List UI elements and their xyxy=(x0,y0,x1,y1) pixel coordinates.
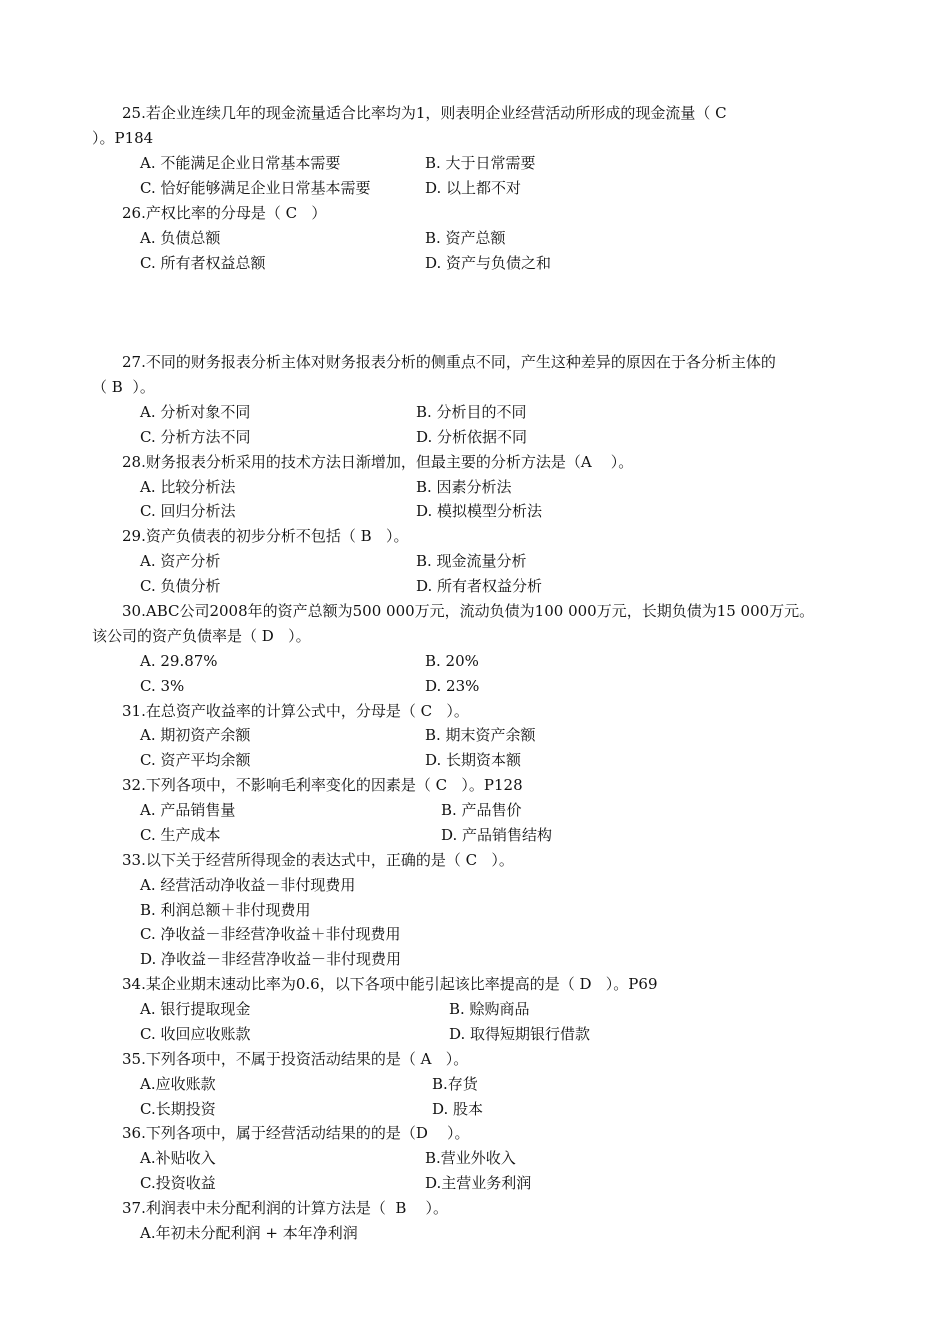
question-28-option-b: B. 因素分析法 xyxy=(416,478,512,496)
question-29-option-d: D. 所有者权益分析 xyxy=(416,577,543,595)
question-35-option-a: A.应收账款 xyxy=(140,1075,216,1093)
question-36-option-b: B.营业外收入 xyxy=(425,1149,516,1167)
question-25-option-c: C. 恰好能够满足企业日常基本需要 xyxy=(140,179,371,197)
question-37-option-a: A.年初未分配利润 + 本年净利润 xyxy=(140,1224,358,1242)
question-33-option-b: B. 利润总额＋非付现费用 xyxy=(140,901,311,919)
question-27-option-c: C. 分析方法不同 xyxy=(140,428,251,446)
question-26-option-d: D. 资产与负债之和 xyxy=(425,254,552,272)
question-27-option-b: B. 分析目的不同 xyxy=(416,403,527,421)
question-30-stem: 30.ABC公司2008年的资产总额为500 000万元，流动负债为100 000万元，长期负债为15 000万元。 xyxy=(122,602,815,620)
question-33-stem: 33.以下关于经营所得现金的表达式中，正确的是（ C ）。 xyxy=(122,851,514,869)
question-29-option-b: B. 现金流量分析 xyxy=(416,552,527,570)
question-31-option-d: D. 长期资本额 xyxy=(425,751,522,769)
question-35-stem: 35.下列各项中，不属于投资活动结果的是（ A ）。 xyxy=(122,1050,469,1068)
question-29-stem: 29.资产负债表的初步分析不包括（ B ）。 xyxy=(122,527,409,545)
question-28-option-c: C. 回归分析法 xyxy=(140,502,236,520)
question-37-stem: 37.利润表中未分配利润的计算方法是（ B ）。 xyxy=(122,1199,448,1217)
question-30-option-d: D. 23% xyxy=(425,677,480,695)
question-27-stem-cont: （ B ）。 xyxy=(92,378,155,396)
question-32-option-d: D. 产品销售结构 xyxy=(441,826,553,844)
question-32-option-a: A. 产品销售量 xyxy=(140,801,236,819)
question-35-option-c: C.长期投资 xyxy=(140,1100,216,1118)
question-26-option-c: C. 所有者权益总额 xyxy=(140,254,266,272)
question-30-stem-cont: 该公司的资产负债率是（ D ）。 xyxy=(92,627,311,645)
question-31-option-b: B. 期末资产余额 xyxy=(425,726,536,744)
question-34-stem: 34.某企业期末速动比率为0.6，以下各项中能引起该比率提高的是（ D ）。P69 xyxy=(122,975,658,993)
question-35-option-d: D. 股本 xyxy=(432,1100,484,1118)
question-27-stem: 27.不同的财务报表分析主体对财务报表分析的侧重点不同，产生这种差异的原因在于各分析主体的 xyxy=(122,353,776,371)
question-27-option-d: D. 分析依据不同 xyxy=(416,428,528,446)
question-34-option-a: A. 银行提取现金 xyxy=(140,1000,251,1018)
question-36-stem: 36.下列各项中，属于经营活动结果的的是（D ）。 xyxy=(122,1124,470,1142)
question-36-option-c: C.投资收益 xyxy=(140,1174,216,1192)
question-26-stem: 26.产权比率的分母是（ C ） xyxy=(122,204,327,222)
question-31-option-a: A. 期初资产余额 xyxy=(140,726,251,744)
question-36-option-d: D.主营业务利润 xyxy=(425,1174,532,1192)
question-33-option-c: C. 净收益－非经营净收益＋非付现费用 xyxy=(140,925,401,943)
question-33-option-d: D. 净收益－非经营净收益－非付现费用 xyxy=(140,950,402,968)
question-34-option-b: B. 赊购商品 xyxy=(449,1000,530,1018)
question-25-stem-cont: ）。P184 xyxy=(92,129,154,147)
question-25-option-d: D. 以上都不对 xyxy=(425,179,522,197)
question-31-option-c: C. 资产平均余额 xyxy=(140,751,251,769)
question-32-stem: 32.下列各项中，不影响毛利率变化的因素是（ C ）。P128 xyxy=(122,776,523,794)
question-26-option-b: B. 资产总额 xyxy=(425,229,506,247)
question-33-option-a: A. 经营活动净收益－非付现费用 xyxy=(140,876,356,894)
question-30-option-c: C. 3% xyxy=(140,677,185,695)
question-35-option-b: B.存货 xyxy=(432,1075,478,1093)
question-31-stem: 31.在总资产收益率的计算公式中，分母是（ C ）。 xyxy=(122,702,469,720)
question-34-option-c: C. 收回应收账款 xyxy=(140,1025,251,1043)
question-30-option-a: A. 29.87% xyxy=(140,652,218,670)
question-30-option-b: B. 20% xyxy=(425,652,479,670)
question-29-option-c: C. 负债分析 xyxy=(140,577,221,595)
question-25-stem: 25.若企业连续几年的现金流量适合比率均为1，则表明企业经营活动所形成的现金流量（ C xyxy=(122,104,727,122)
question-32-option-c: C. 生产成本 xyxy=(140,826,221,844)
question-25-option-b: B. 大于日常需要 xyxy=(425,154,536,172)
question-28-stem: 28.财务报表分析采用的技术方法日渐增加，但最主要的分析方法是（A ）。 xyxy=(122,453,634,471)
question-27-option-a: A. 分析对象不同 xyxy=(140,403,251,421)
question-28-option-d: D. 模拟模型分析法 xyxy=(416,502,543,520)
question-25-option-a: A. 不能满足企业日常基本需要 xyxy=(140,154,341,172)
question-28-option-a: A. 比较分析法 xyxy=(140,478,236,496)
question-26-option-a: A. 负债总额 xyxy=(140,229,221,247)
question-36-option-a: A.补贴收入 xyxy=(140,1149,216,1167)
question-34-option-d: D. 取得短期银行借款 xyxy=(449,1025,591,1043)
question-29-option-a: A. 资产分析 xyxy=(140,552,221,570)
question-32-option-b: B. 产品售价 xyxy=(441,801,522,819)
